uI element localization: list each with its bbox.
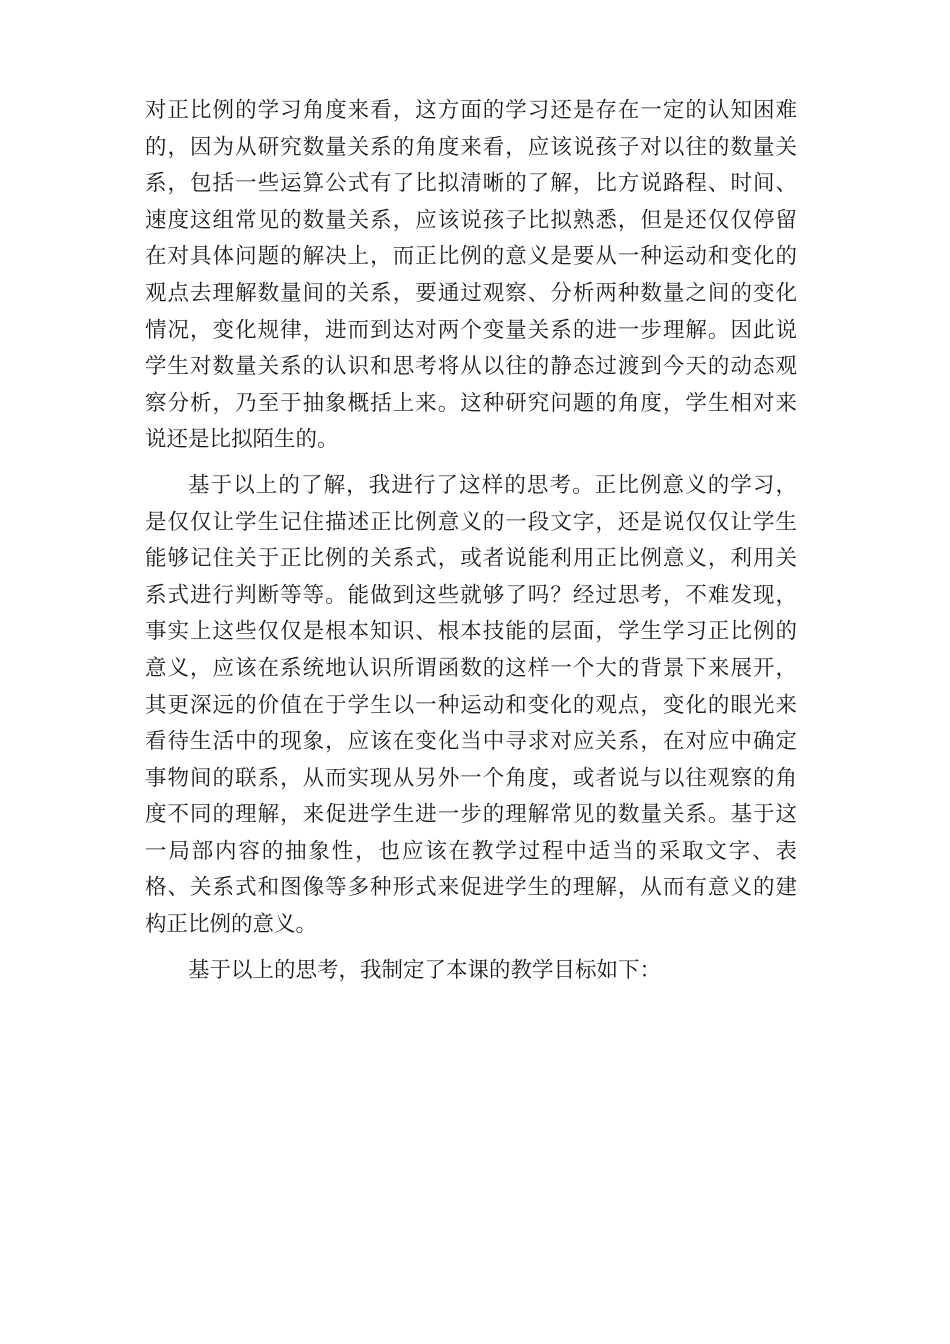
- paragraph-line: 看待生活中的现象，应该在变化当中寻求对应关系，在对应中确定: [145, 729, 797, 755]
- paragraph-3: [145, 953, 797, 990]
- paragraph-line: 系，包括一些运算公式有了比拟清晰的了解，比方说路程、时间、: [145, 171, 797, 197]
- paragraph-line: 意义，应该在系统地认识所谓函数的这样一个大的背景下来展开，: [145, 655, 797, 681]
- paragraph-spacer: [145, 944, 797, 953]
- paragraph-line: 一局部内容的抽象性，也应该在教学过程中适当的采取文字、表: [145, 838, 797, 864]
- paragraph-2: [145, 468, 797, 944]
- paragraph-line: 是仅仅让学生记住描述正比例意义的一段文字，还是说仅仅让学生: [145, 509, 797, 535]
- paragraph-line: 情况，变化规律，进而到达对两个变量关系的进一步理解。因此说: [145, 317, 797, 343]
- paragraph-line: 事物间的联系，从而实现从另外一个角度，或者说与以往观察的角: [145, 765, 797, 791]
- paragraph-line: 构正比例的意义。: [145, 912, 318, 938]
- paragraph-line: 说还是比拟陌生的。: [145, 427, 339, 453]
- paragraph-line: 基于以上的思考，我制定了本课的教学目标如下：: [188, 957, 662, 983]
- paragraph-line: 其更深远的价值在于学生以一种运动和变化的观点，变化的眼光来: [145, 692, 797, 718]
- paragraph-line: 对正比例的学习角度来看，这方面的学习还是存在一定的认知困难: [145, 98, 797, 123]
- paragraph-line: 基于以上的了解，我进行了这样的思考。正比例意义的学习，: [188, 472, 797, 498]
- paragraph-1: [145, 93, 797, 459]
- paragraph-line: 能够记住关于正比例的关系式，或者说能利用正比例意义，利用关: [145, 546, 797, 572]
- paragraph-line: 观点去理解数量间的关系，要通过观察、分析两种数量之间的变化: [145, 280, 797, 306]
- paragraph-line: 事实上这些仅仅是根本知识、根本技能的层面，学生学习正比例的: [145, 619, 797, 645]
- document-body: [145, 93, 797, 989]
- paragraph-line: 格、关系式和图像等多种形式来促进学生的理解，从而有意义的建: [145, 875, 797, 901]
- paragraph-line: 察分析，乃至于抽象概括上来。这种研究问题的角度，学生相对来: [145, 390, 797, 416]
- paragraph-line: 的，因为从研究数量关系的角度来看，应该说孩子对以往的数量关: [145, 134, 797, 160]
- paragraph-line: 系式进行判断等等。能做到这些就够了吗？经过思考，不难发现，: [145, 582, 797, 608]
- paragraph-line: 速度这组常见的数量关系，应该说孩子比拟熟悉，但是还仅仅停留: [145, 207, 797, 233]
- paragraph-spacer: [145, 459, 797, 468]
- paragraph-line: 在对具体问题的解决上，而正比例的意义是要从一种运动和变化的: [145, 244, 797, 270]
- paragraph-line: 学生对数量关系的认识和思考将从以往的静态过渡到今天的动态观: [145, 354, 797, 380]
- paragraph-line: 度不同的理解，来促进学生进一步的理解常见的数量关系。基于这: [145, 802, 797, 828]
